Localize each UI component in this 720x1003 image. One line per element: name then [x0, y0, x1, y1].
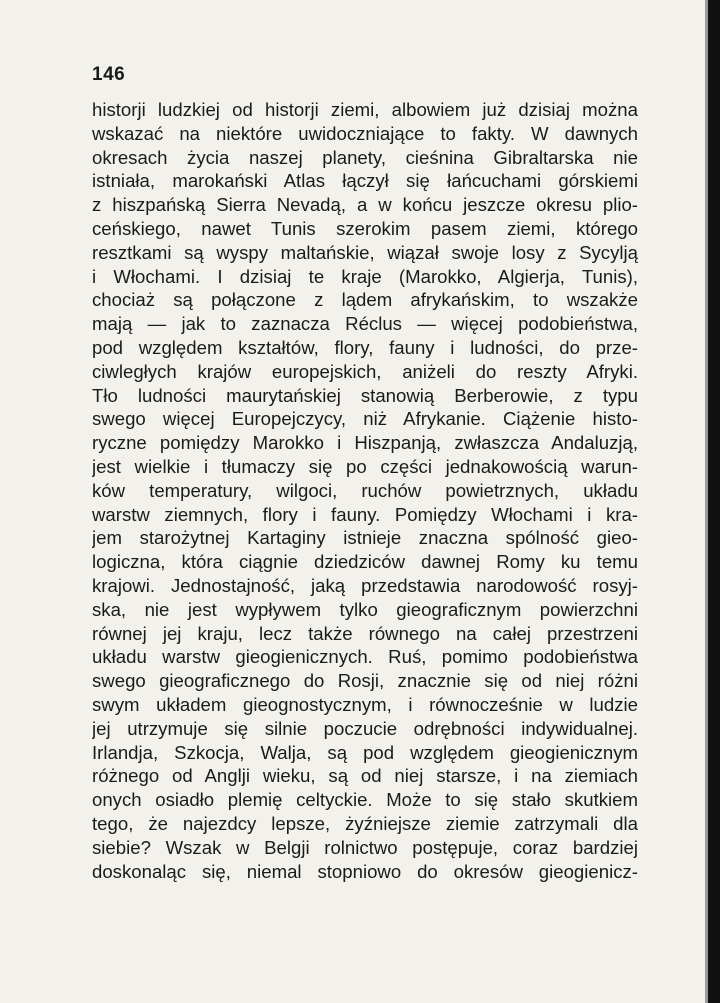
text-line: swego gieograficznego do Rosji, znacznie się od niej różni: [92, 670, 638, 692]
text-line: okresach życia naszej planety, cieśnina Gibraltarska nie: [92, 146, 638, 168]
text-line: równej jej kraju, lecz także równego na całej przestrzeni: [92, 622, 638, 644]
text-line: tego, że najezdcy lepsze, żyźniejsze ziemie zatrzymali dla: [92, 812, 638, 834]
text-line: ciwległych krajów europejskich, aniżeli do reszty Afryki.: [92, 360, 638, 382]
text-line: i Włochami. I dzisiaj te kraje (Marokko, Algierja, Tunis),: [92, 265, 638, 287]
text-line: resztkami są wyspy maltańskie, wiązał swoje losy z Sycylją: [92, 241, 638, 263]
text-line: warstw ziemnych, flory i fauny. Pomiędzy Włochami i kra-: [92, 503, 638, 525]
text-line: układu warstw gieogienicznych. Ruś, pomimo podobieństwa: [92, 646, 638, 668]
text-line: logiczna, która ciągnie dziedziców dawnej Romy ku temu: [92, 551, 638, 573]
text-line: ryczne pomiędzy Marokko i Hiszpanją, zwłaszcza Andaluzją,: [92, 432, 638, 454]
text-line: ków temperatury, wilgoci, ruchów powietrznych, układu: [92, 479, 638, 501]
text-line: istniała, marokański Atlas łączył się łańcuchami górskiemi: [92, 170, 638, 192]
text-line: jej utrzymuje się silnie poczucie odrębności indywidualnej.: [92, 717, 638, 739]
text-line: ska, nie jest wypływem tylko gieograficznym powierzchni: [92, 598, 638, 620]
text-line: mają — jak to zaznacza Réclus — więcej podobieństwa,: [92, 313, 638, 335]
text-line: onych osiadło plemię celtyckie. Może to się stało skutkiem: [92, 789, 638, 811]
page-number: 146: [92, 64, 126, 85]
text-line: z hiszpańską Sierra Nevadą, a w końcu jeszcze okresu plio-: [92, 194, 638, 216]
text-line: chociaż są połączone z lądem afrykańskim, to wszakże: [92, 289, 638, 311]
text-line: ceńskiego, nawet Tunis szerokim pasem ziemi, którego: [92, 217, 638, 239]
text-line: Irlandja, Szkocja, Walja, są pod względem gieogienicznym: [92, 741, 638, 763]
text-line: historji ludzkiej od historji ziemi, albowiem już dzisiaj można: [92, 99, 638, 120]
text-line: krajowi. Jednostajność, jaką przedstawia narodowość rosyj-: [92, 574, 638, 596]
scan-border: [708, 0, 720, 1003]
text-line: swego więcej Europejczycy, niż Afrykanie. Ciążenie histo-: [92, 408, 638, 430]
text-line: jest wielkie i tłumaczy się po części jednakowością warun-: [92, 455, 638, 477]
text-line: swym układem gieognostycznym, i równocześnie w ludzie: [92, 693, 638, 715]
text-line: jem starożytnej Kartaginy istnieje znaczna spólność gieo-: [92, 527, 638, 549]
text-line: wskazać na niektóre uwidoczniające to fakty. W dawnych: [92, 122, 638, 144]
text-line: pod względem kształtów, flory, fauny i ludności, do prze-: [92, 336, 638, 358]
text-line: Tło ludności maurytańskiej stanowią Berberowie, z typu: [92, 384, 638, 406]
text-line: doskonaląc się, niemal stopniowo do okresów gieogienicz-: [92, 860, 638, 882]
text-line: siebie? Wszak w Belgji rolnictwo postępuje, coraz bardziej: [92, 836, 638, 858]
text-line: różnego od Anglji wieku, są od niej starsze, i na ziemiach: [92, 765, 638, 787]
body-text: [92, 98, 638, 883]
